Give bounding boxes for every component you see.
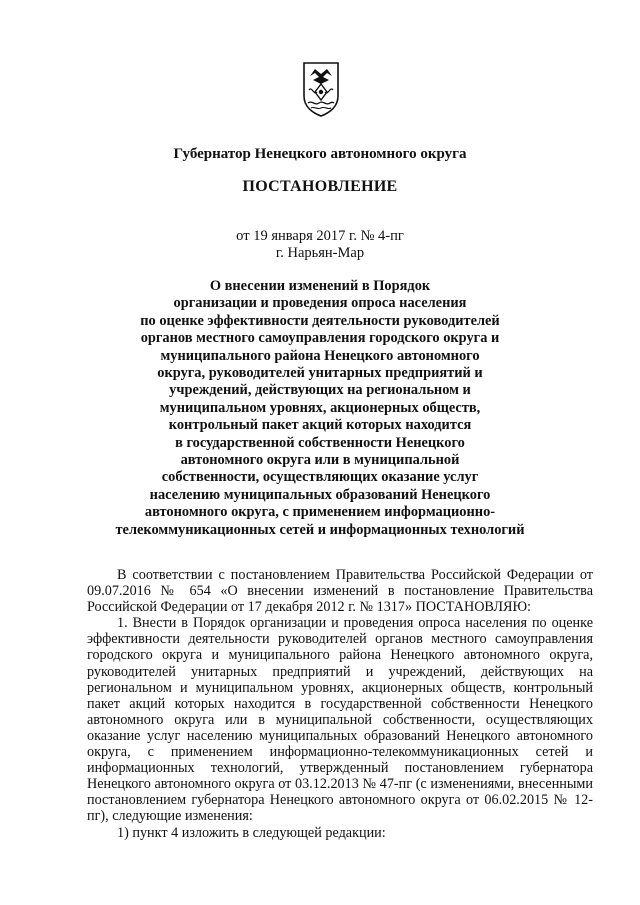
title-line: телекоммуникационных сетей и информационных технологий	[115, 521, 525, 538]
preamble-paragraph: В соответствии с постановлением Правительства Российской Федерации от 09.07.2016 № 654 «О внесении изменений в постановление Правительства Российской Федерации от 17 декабря 2012 г. № 1317» ПОСТАНОВЛЯЮ:	[87, 567, 593, 616]
title-line: муниципального района Ненецкого автономного	[160, 347, 480, 364]
document-body	[87, 567, 593, 841]
title-line: контрольный пакет акций которых находится	[168, 417, 472, 434]
title-line: в государственной собственности Ненецкого	[175, 434, 465, 451]
subclause-1-paragraph: 1) пункт 4 изложить в следующей редакции:	[117, 824, 386, 841]
title-line: по оценке эффективности деятельности руководителей	[140, 312, 500, 329]
city-of-issue: г. Нарьян-Мар	[275, 245, 365, 261]
coat-of-arms-icon	[301, 60, 341, 118]
issuing-authority: Губернатор Ненецкого автономного округа	[173, 146, 467, 162]
clause-1-paragraph: 1. Внести в Порядок организации и проведения опроса населения по оценке эффективности деятельности руководителей органов местного самоуправления городского округа и муниципального района Ненецкого автономного округа, руководителей унитарных предприятий и учреждений, действующих на региональном и муниципальном уровнях, акционерных обществ, контрольный пакет акций которых находится в государственной собственности Ненецкого автономного округа или в муниципальной собственности, осуществляющих оказание услуг населению муниципальных образований Ненецкого автономного округа, с применением информационно-телекоммуникационных сетей и информационных технологий, утвержденный постановлением губернатора Ненецкого автономного округа от 03.12.2013 № 47-пг (с изменениями, внесенными постановлением губернатора Ненецкого автономного округа от 06.02.2015 № 12-пг), следующие изменения:	[87, 615, 593, 825]
title-line: населению муниципальных образований Ненецкого	[149, 486, 491, 503]
title-line: организации и проведения опроса населения	[173, 295, 467, 312]
document-title	[80, 278, 560, 539]
title-line: собственности, осуществляющих оказание услуг	[161, 469, 479, 486]
document-type: ПОСТАНОВЛЕНИЕ	[242, 178, 398, 195]
title-line: округа, руководителей унитарных предприятий и	[157, 365, 483, 382]
title-line: учреждений, действующих на региональном и	[169, 382, 471, 399]
title-line: муниципальном уровнях, акционерных обществ,	[159, 399, 481, 416]
title-line: О внесении изменений в Порядок	[209, 278, 431, 294]
date-and-number: от 19 января 2017 г. № 4-пг	[236, 228, 404, 244]
title-line: автономного округа, с применением информационно-	[144, 504, 496, 521]
title-line: автономного округа или в муниципальной	[180, 452, 460, 469]
title-line: органов местного самоуправления городского округа и	[140, 330, 500, 347]
